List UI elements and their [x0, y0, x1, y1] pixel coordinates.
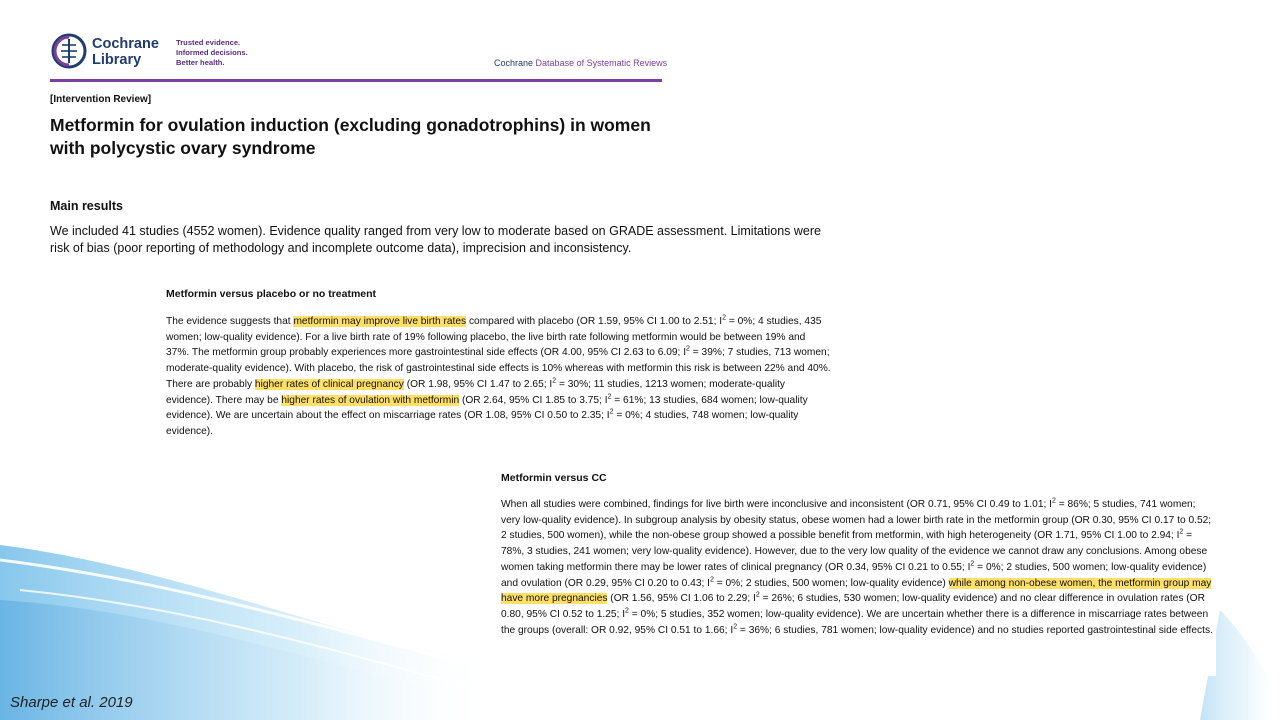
review-type: [Intervention Review]	[50, 94, 152, 105]
placebo-section-text: The evidence suggests that metformin may improve live birth rates compared with placebo (OR 1.59, 95% CI 1.00 to 2.51; $I^2 = 0\%$; 4 studies, 435 women; low-quality evidence). For a live birth rate of 19% following placebo, the live birth rate following metformin would be between 19% and 37%. The metformin group probably experiences more gastrointestinal side effects (OR 4.00, 95% CI 2.63 to 6.09; $I^2 = 39\%$; 7 studies, 713 women; moderate-quality evidence). With placebo, the risk of gastrointestinal side effects is 10% whereas with metformin this risk is between 22% and 40%. There are probably higher rates of clinical pregnancy (OR 1.98, 95% CI 1.47 to 2.65; $I^2 = 30\%$; 11 studies, 1213 women; moderate-quality evidence). There may be higher rates of ovulation with metformin (OR 2.64, 95% CI 1.85 to 3.75; $I^2 = 61\%$; 13 studies, 684 women; low-quality evidence). We are uncertain about the effect on miscarriage rates (OR 1.08, 95% CI 0.50 to 2.35; $I^2 = 0\%$; 4 studies, 748 women; low-quality evidence).	[166, 314, 831, 437]
highlight-non-obese-pregnancies: while among non-obese women, the metformin group may have more pregnancies	[501, 577, 1212, 605]
cochrane-logo-icon	[51, 33, 87, 69]
tagline: Trusted evidence. Informed decisions. Better health.	[176, 38, 248, 68]
highlight-clinical-pregnancy: higher rates of clinical pregnancy	[254, 378, 404, 390]
main-results-text: We included 41 studies (4552 women). Evidence quality ranged from very low to moderate based on GRADE assessment. Limitations were risk of bias (poor reporting of methodology and incomplete outcome data), imprecision and inconsistency.	[50, 224, 821, 255]
review-title: Metformin for ovulation induction (excluding gonadotrophins) in women with polycystic ovary syndrome	[50, 115, 651, 158]
highlight-ovulation: higher rates of ovulation with metformin	[281, 394, 460, 406]
header-divider	[50, 79, 662, 82]
logo-wordmark: Cochrane Library	[92, 36, 159, 68]
cc-section-text: When all studies were combined, findings for live birth were inconclusive and inconsistent (OR 0.71, 95% CI 0.49 to 1.01; $I^2 = 86\%$; 5 studies, 741 women; very low-quality evidence). In subgroup analysis by obesity status, obese women had a lower birth rate in the metformin group (OR 0.30, 95% CI 0.17 to 0.52; 2 studies, 500 women), while the non-obese group showed a possible benefit from metformin, with high heterogeneity (OR 1.71, 95% CI 1.00 to 2.94; $I^2 = 78\%$, 3 studies, 241 women; very low-quality evidence). However, due to the very low quality of the evidence we cannot draw any conclusions. Among obese women taking metformin there may be lower rates of clinical pregnancy (OR 0.34, 95% CI 0.21 to 0.55; $I^2 = 0\%$; 2 studies, 500 women; low-quality evidence) and ovulation (OR 0.29, 95% CI 0.20 to 0.43; $I^2 = 0\%$; 2 studies, 500 women; low-quality evidence) while among non-obese women, the metformin group may have more pregnancies (OR 1.56, 95% CI 1.06 to 2.29; $I^2 = 26\%$; 6 studies, 530 women; low-quality evidence) and no clear difference in ovulation rates (OR 0.80, 95% CI 0.52 to 1.25; $I^2 = 0\%$; 5 studies, 352 women; low-quality evidence). We are uncertain whether there is a difference in miscarriage rates between the groups (overall: OR 0.92, 95% CI 0.51 to 1.66; $I^2 = 36\%$; 6 studies, 781 women; low-quality evidence) and no studies reported gastrointestinal side effects.	[501, 497, 1213, 636]
cc-section-heading: Metformin versus CC	[501, 472, 607, 484]
main-results-heading: Main results	[50, 199, 123, 213]
citation: Sharpe et al. 2019	[10, 694, 133, 711]
placebo-section-heading: Metformin versus placebo or no treatment	[166, 288, 377, 300]
highlight-live-birth: metformin may improve live birth rates	[293, 316, 467, 327]
database-title: Cochrane Database of Systematic Reviews	[494, 58, 668, 68]
